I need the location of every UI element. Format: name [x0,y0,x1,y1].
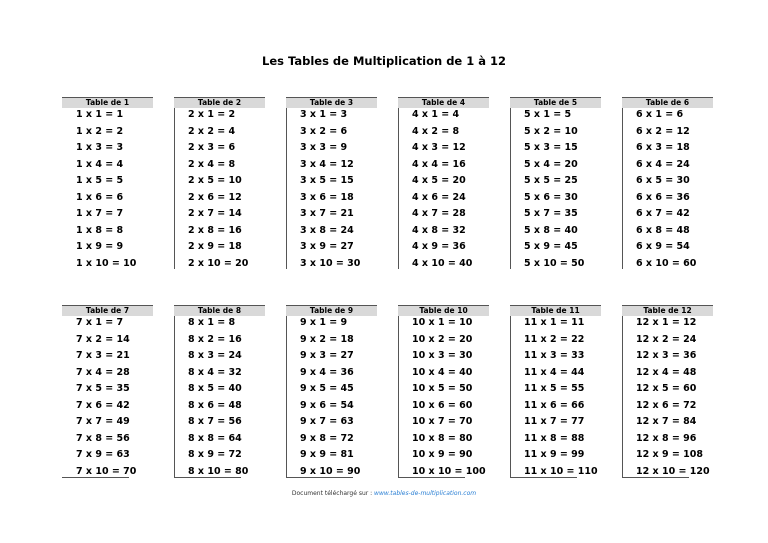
table-10 [398,305,489,483]
table-row: 1 x 7 = 7 [76,208,124,219]
table-row: 2 x 3 = 6 [188,142,236,153]
table-row: 8 x 4 = 32 [188,366,242,378]
table-row: 3 x 10 = 30 [300,257,361,269]
table-row: 11 x 5 = 55 [524,383,585,394]
table-row: 8 x 2 = 16 [188,333,242,345]
table-row: 8 x 5 = 40 [188,383,242,394]
table-row: 4 x 2 = 8 [412,125,460,137]
table-row: 9 x 5 = 45 [300,383,354,394]
table-row: 7 x 3 = 21 [76,350,130,361]
table-header: Table de 4 [398,97,489,108]
table-row: 1 x 6 = 6 [76,191,124,203]
table-row: 6 x 10 = 60 [636,257,697,269]
table-row: 12 x 4 = 48 [636,366,697,378]
table-row: 10 x 9 = 90 [412,449,473,460]
table-header: Table de 6 [622,97,713,108]
table-row: 3 x 2 = 6 [300,125,348,137]
table-row: 4 x 7 = 28 [412,208,466,219]
table-row: 4 x 9 = 36 [412,241,466,252]
table-row: 11 x 9 = 99 [524,449,585,460]
table-2 [174,97,265,275]
table-row: 5 x 6 = 30 [524,191,578,203]
table-header: Table de 5 [510,97,601,108]
table-8 [174,305,265,483]
table-row: 12 x 2 = 24 [636,333,697,345]
table-row: 12 x 1 = 12 [636,317,697,328]
table-row: 6 x 8 = 48 [636,224,690,236]
table-row: 6 x 4 = 24 [636,158,690,170]
table-row: 7 x 6 = 42 [76,399,130,411]
table-row: 9 x 10 = 90 [300,465,361,477]
table-row: 8 x 9 = 72 [188,449,242,460]
table-row: 4 x 3 = 12 [412,142,466,153]
table-row: 5 x 10 = 50 [524,257,585,269]
table-header: Table de 9 [286,305,377,316]
table-row: 3 x 5 = 15 [300,175,354,186]
table-row: 4 x 5 = 20 [412,175,466,186]
page-title: Les Tables de Multiplication de 1 à 12 [262,54,506,68]
table-rows [174,107,265,272]
table-row: 10 x 6 = 60 [412,399,473,411]
table-1 [62,97,153,275]
table-row: 2 x 7 = 14 [188,208,242,219]
table-row: 10 x 7 = 70 [412,416,473,427]
table-header: Table de 7 [62,305,153,316]
table-row: 4 x 6 = 24 [412,191,466,203]
table-header: Table de 10 [398,305,489,316]
table-row: 1 x 10 = 10 [76,257,137,269]
table-row: 12 x 8 = 96 [636,432,697,444]
table-row: 3 x 7 = 21 [300,208,354,219]
table-row: 11 x 8 = 88 [524,432,585,444]
table-row: 5 x 9 = 45 [524,241,578,252]
table-row: 11 x 3 = 33 [524,350,585,361]
table-row: 9 x 9 = 81 [300,449,354,460]
table-row: 4 x 4 = 16 [412,158,466,170]
table-row: 9 x 6 = 54 [300,399,354,411]
table-row: 11 x 6 = 66 [524,399,585,411]
table-row: 5 x 1 = 5 [524,109,572,120]
table-row: 2 x 9 = 18 [188,241,242,252]
table-row: 6 x 1 = 6 [636,109,684,120]
table-row: 8 x 7 = 56 [188,416,242,427]
table-row: 3 x 1 = 3 [300,109,348,120]
table-row: 12 x 7 = 84 [636,416,697,427]
table-12 [622,305,713,483]
table-header: Table de 3 [286,97,377,108]
table-row: 12 x 5 = 60 [636,383,697,394]
table-row: 9 x 3 = 27 [300,350,354,361]
table-row: 9 x 2 = 18 [300,333,354,345]
table-header: Table de 2 [174,97,265,108]
table-row: 5 x 3 = 15 [524,142,578,153]
table-row: 7 x 8 = 56 [76,432,130,444]
table-rows [622,315,713,480]
table-row: 12 x 9 = 108 [636,449,703,460]
table-rows [62,107,153,272]
footer-link[interactable]: www.tables-de-multiplication.com [374,490,477,497]
table-row: 10 x 1 = 10 [412,317,473,328]
table-7 [62,305,153,483]
table-header: Table de 1 [62,97,153,108]
table-row: 7 x 5 = 35 [76,383,130,394]
table-row: 7 x 1 = 7 [76,317,124,328]
table-rows [174,315,265,480]
table-3 [286,97,377,275]
table-row: 7 x 2 = 14 [76,333,130,345]
table-row: 9 x 1 = 9 [300,317,348,328]
table-rows [62,315,153,480]
table-row: 9 x 4 = 36 [300,366,354,378]
table-row: 4 x 8 = 32 [412,224,466,236]
table-row: 8 x 1 = 8 [188,317,236,328]
table-row: 10 x 8 = 80 [412,432,473,444]
table-9 [286,305,377,483]
footer [0,490,768,497]
table-row: 2 x 5 = 10 [188,175,242,186]
table-row: 2 x 2 = 4 [188,125,236,137]
table-row: 11 x 1 = 11 [524,317,585,328]
table-header: Table de 11 [510,305,601,316]
table-rows [398,107,489,272]
table-row: 10 x 10 = 100 [412,465,486,477]
table-5 [510,97,601,275]
table-row: 2 x 1 = 2 [188,109,236,120]
footer-text: Document téléchargé sur : [291,490,375,497]
table-row: 1 x 4 = 4 [76,158,124,170]
table-rows [510,107,601,272]
table-6 [622,97,713,275]
table-row: 3 x 8 = 24 [300,224,354,236]
table-rows [286,315,377,480]
table-row: 8 x 3 = 24 [188,350,242,361]
table-row: 7 x 10 = 70 [76,465,137,477]
table-row: 3 x 4 = 12 [300,158,354,170]
table-row: 8 x 6 = 48 [188,399,242,411]
table-row: 7 x 7 = 49 [76,416,130,427]
table-row: 11 x 2 = 22 [524,333,585,345]
table-row: 6 x 6 = 36 [636,191,690,203]
table-row: 6 x 5 = 30 [636,175,690,186]
table-row: 10 x 4 = 40 [412,366,473,378]
table-row: 1 x 3 = 3 [76,142,124,153]
table-row: 3 x 9 = 27 [300,241,354,252]
table-row: 1 x 2 = 2 [76,125,124,137]
table-header: Table de 12 [622,305,713,316]
table-row: 11 x 10 = 110 [524,465,598,477]
table-row: 2 x 8 = 16 [188,224,242,236]
table-row: 2 x 10 = 20 [188,257,249,269]
table-row: 2 x 6 = 12 [188,191,242,203]
table-11 [510,305,601,483]
table-row: 5 x 2 = 10 [524,125,578,137]
table-row: 2 x 4 = 8 [188,158,236,170]
table-row: 7 x 9 = 63 [76,449,130,460]
table-rows [622,107,713,272]
table-rows [286,107,377,272]
table-row: 5 x 7 = 35 [524,208,578,219]
table-row: 6 x 2 = 12 [636,125,690,137]
table-row: 9 x 7 = 63 [300,416,354,427]
table-row: 1 x 5 = 5 [76,175,124,186]
table-row: 6 x 7 = 42 [636,208,690,219]
table-row: 4 x 1 = 4 [412,109,460,120]
table-row: 11 x 7 = 77 [524,416,585,427]
table-4 [398,97,489,275]
table-row: 5 x 4 = 20 [524,158,578,170]
table-row: 5 x 8 = 40 [524,224,578,236]
table-row: 1 x 8 = 8 [76,224,124,236]
table-row: 8 x 8 = 64 [188,432,242,444]
table-row: 10 x 5 = 50 [412,383,473,394]
table-row: 11 x 4 = 44 [524,366,585,378]
table-row: 1 x 9 = 9 [76,241,124,252]
table-header: Table de 8 [174,305,265,316]
table-rows [510,315,601,480]
table-row: 4 x 10 = 40 [412,257,473,269]
table-row: 6 x 3 = 18 [636,142,690,153]
table-rows [398,315,489,480]
table-row: 5 x 5 = 25 [524,175,578,186]
table-row: 12 x 6 = 72 [636,399,697,411]
table-row: 9 x 8 = 72 [300,432,354,444]
table-row: 7 x 4 = 28 [76,366,130,378]
table-row: 8 x 10 = 80 [188,465,249,477]
table-row: 10 x 3 = 30 [412,350,473,361]
table-row: 3 x 6 = 18 [300,191,354,203]
table-row: 12 x 10 = 120 [636,465,710,477]
table-row: 12 x 3 = 36 [636,350,697,361]
table-row: 10 x 2 = 20 [412,333,473,345]
table-row: 3 x 3 = 9 [300,142,348,153]
table-row: 1 x 1 = 1 [76,109,124,120]
table-row: 6 x 9 = 54 [636,241,690,252]
